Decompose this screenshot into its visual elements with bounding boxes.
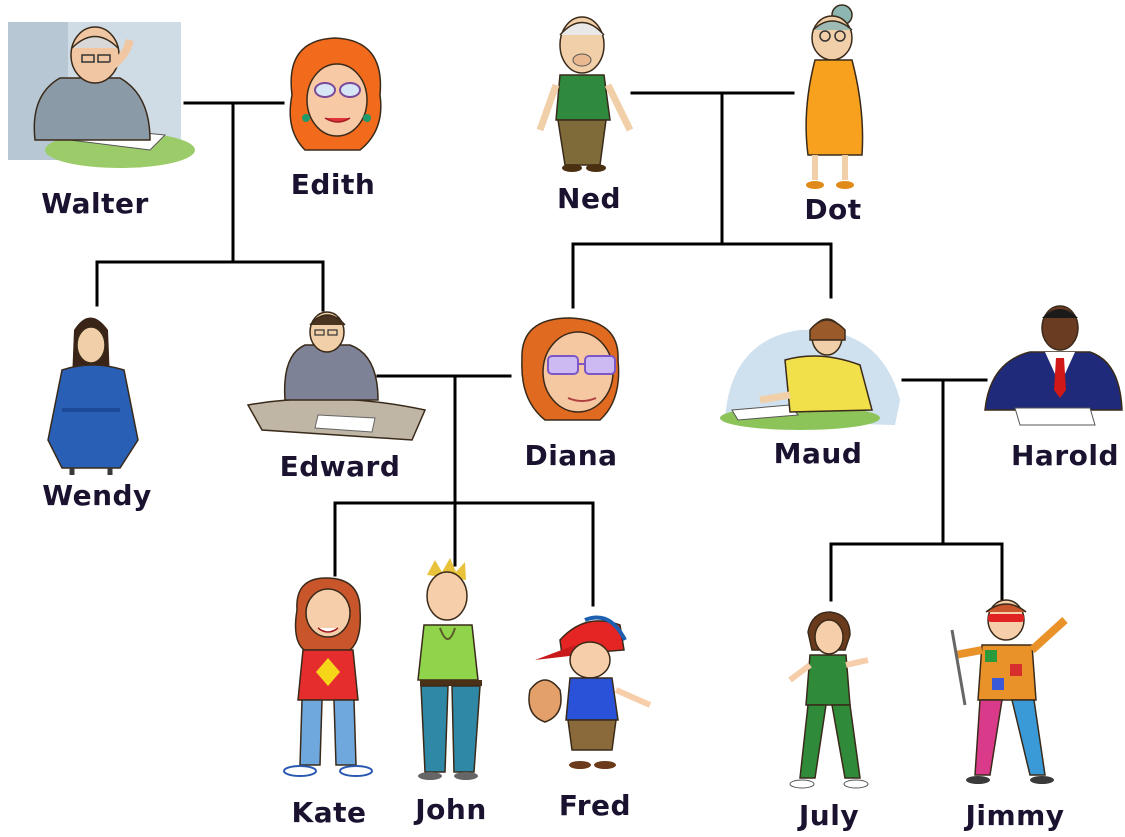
person-name-dot: Dot: [804, 193, 862, 226]
person-name-fred: Fred: [558, 789, 632, 822]
person-name-kate: Kate: [291, 796, 367, 829]
woman-writing-portrait: [720, 319, 900, 430]
person-name-maud: Maud: [773, 437, 863, 470]
person-name-edward: Edward: [279, 450, 401, 483]
person-name-edith: Edith: [290, 168, 376, 201]
old-man-at-desk-portrait: [8, 22, 195, 168]
woman-in-blue-coat-portrait: [48, 318, 138, 476]
person-name-july: July: [798, 799, 860, 832]
boy-with-cap-portrait: [529, 618, 650, 770]
woman-with-glasses-portrait: [522, 318, 619, 420]
person-name-diana: Diana: [524, 439, 618, 472]
person-name-jimmy: Jimmy: [965, 799, 1065, 832]
girl-portrait: [284, 578, 372, 776]
person-name-ned: Ned: [557, 182, 621, 215]
person-name-harold: Harold: [1010, 439, 1120, 472]
boy-portrait: [418, 558, 482, 780]
person-name-walter: Walter: [41, 187, 149, 220]
old-woman-standing-portrait: [806, 5, 863, 189]
old-man-standing-portrait: [540, 17, 630, 172]
person-name-john: John: [415, 793, 487, 826]
red-haired-woman-portrait: [290, 38, 381, 150]
man-in-suit-portrait: [985, 306, 1122, 425]
jester-boy-portrait: [952, 600, 1065, 784]
teen-in-green-portrait: [790, 612, 868, 788]
person-name-wendy: Wendy: [42, 479, 152, 512]
